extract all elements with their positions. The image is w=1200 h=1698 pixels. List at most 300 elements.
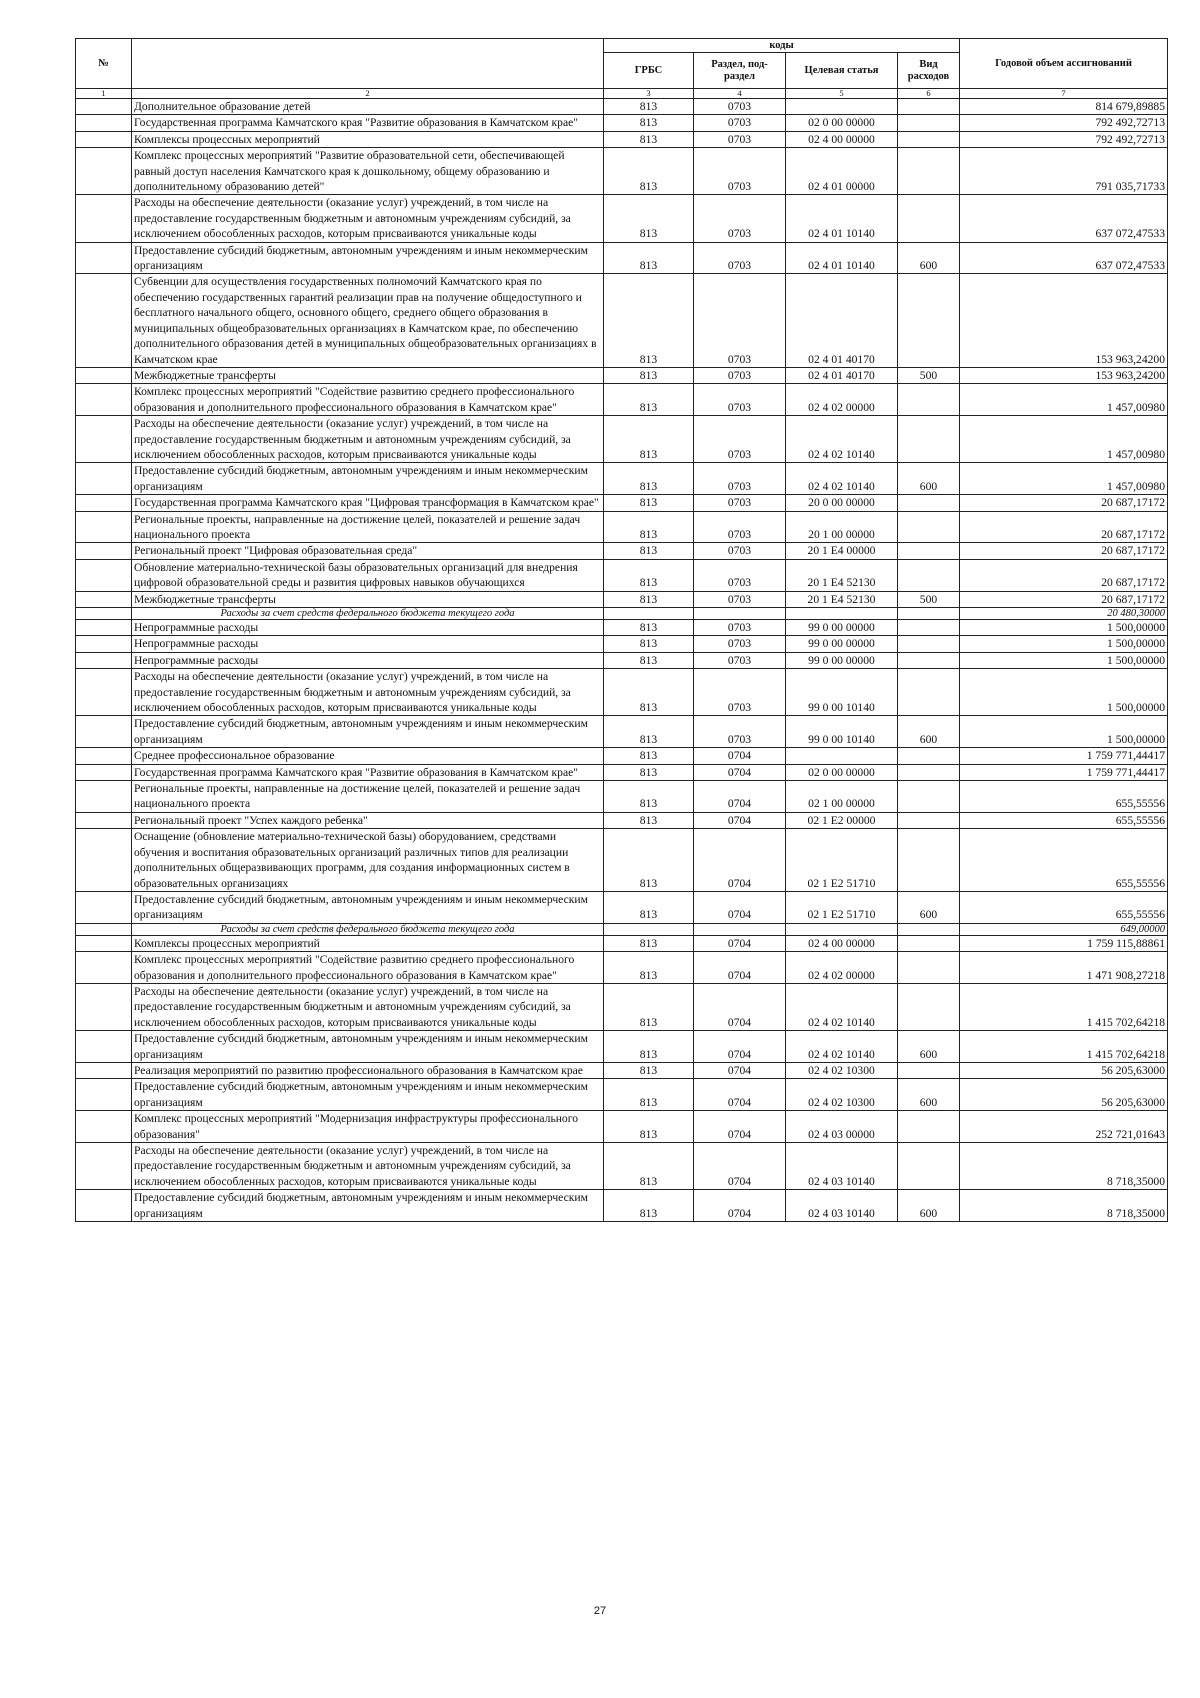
table-row [76, 131, 1168, 147]
cell-number [76, 781, 132, 813]
table-row [76, 636, 1168, 652]
cell-vr [898, 781, 960, 813]
table-row [76, 891, 1168, 923]
cell-rz: 0704 [694, 1190, 786, 1222]
cell-cs: 02 4 02 00000 [786, 952, 898, 984]
cell-cs [786, 608, 898, 620]
cell-cs [786, 99, 898, 115]
cell-sum: 655,55556 [960, 781, 1168, 813]
cell-cs: 20 1 00 00000 [786, 511, 898, 543]
cell-grbs: 813 [604, 384, 694, 416]
cell-cs: 02 4 02 10140 [786, 983, 898, 1030]
cell-sum: 1 759 115,88861 [960, 935, 1168, 951]
cell-name: Комплекс процессных мероприятий "Содействие развитию среднего профессионального образования и дополнительного профессионального образования в Камчатском крае" [132, 952, 604, 984]
table-row [76, 115, 1168, 131]
cell-vr [898, 923, 960, 935]
cell-vr [898, 1143, 960, 1190]
cell-name: Непрограммные расходы [132, 620, 604, 636]
cell-cs: 02 4 01 10140 [786, 242, 898, 274]
cell-vr [898, 511, 960, 543]
cell-grbs: 813 [604, 1031, 694, 1063]
cell-cs: 02 4 02 00000 [786, 384, 898, 416]
cell-rz: 0703 [694, 148, 786, 195]
table-row [76, 463, 1168, 495]
cell-rz: 0704 [694, 952, 786, 984]
cell-number [76, 115, 132, 131]
cell-name: Комплекс процессных мероприятий "Развитие образовательной сети, обеспечивающей равный доступ населения Камчатского края к дошкольному, общему образованию и дополнительному образованию детей" [132, 148, 604, 195]
cell-sum: 56 205,63000 [960, 1062, 1168, 1078]
table-row [76, 1111, 1168, 1143]
cell-grbs: 813 [604, 829, 694, 892]
cell-grbs: 813 [604, 983, 694, 1030]
cell-number [76, 716, 132, 748]
cell-grbs: 813 [604, 1062, 694, 1078]
cell-vr [898, 1062, 960, 1078]
cell-cs: 02 4 03 00000 [786, 1111, 898, 1143]
cell-cs: 02 0 00 00000 [786, 115, 898, 131]
cell-grbs: 813 [604, 274, 694, 367]
cell-sum: 8 718,35000 [960, 1190, 1168, 1222]
cell-vr [898, 652, 960, 668]
cell-grbs: 813 [604, 812, 694, 828]
table-row [76, 952, 1168, 984]
cell-sum: 20 687,17172 [960, 559, 1168, 591]
page-number: 27 [593, 1605, 607, 1617]
cell-number [76, 1111, 132, 1143]
cell-grbs: 813 [604, 559, 694, 591]
cell-number [76, 1190, 132, 1222]
cell-number [76, 543, 132, 559]
cell-sum: 1 457,00980 [960, 463, 1168, 495]
cell-name: Предоставление субсидий бюджетным, автономным учреждениям и иным некоммерческим организациям [132, 1190, 604, 1222]
cell-vr [898, 115, 960, 131]
table-row [76, 384, 1168, 416]
header-expense-type: Вид расходов [898, 53, 960, 89]
cell-number [76, 131, 132, 147]
cell-grbs: 813 [604, 1079, 694, 1111]
cell-grbs: 813 [604, 591, 694, 607]
cell-rz: 0703 [694, 636, 786, 652]
cell-rz: 0704 [694, 748, 786, 764]
cell-number [76, 148, 132, 195]
cell-grbs: 813 [604, 367, 694, 383]
cell-number [76, 559, 132, 591]
table-row [76, 274, 1168, 367]
cell-number [76, 591, 132, 607]
table-row [76, 367, 1168, 383]
cell-number [76, 274, 132, 367]
cell-name: Непрограммные расходы [132, 636, 604, 652]
cell-vr [898, 131, 960, 147]
cell-name: Предоставление субсидий бюджетным, автономным учреждениям и иным некоммерческим организациям [132, 242, 604, 274]
col-num: 4 [694, 89, 786, 99]
cell-rz: 0703 [694, 669, 786, 716]
cell-number [76, 620, 132, 636]
table-row [76, 620, 1168, 636]
col-num: 6 [898, 89, 960, 99]
cell-name: Комплексы процессных мероприятий [132, 131, 604, 147]
cell-rz: 0704 [694, 1031, 786, 1063]
cell-vr [898, 495, 960, 511]
cell-sum: 637 072,47533 [960, 242, 1168, 274]
cell-number [76, 367, 132, 383]
col-num: 1 [76, 89, 132, 99]
cell-rz: 0703 [694, 367, 786, 383]
table-row [76, 511, 1168, 543]
cell-vr [898, 620, 960, 636]
cell-sum: 655,55556 [960, 812, 1168, 828]
cell-name: Обновление материально-технической базы образовательных организаций для внедрения цифровой образовательной среды и развития цифровых навыков обучающихся [132, 559, 604, 591]
cell-number [76, 748, 132, 764]
cell-cs: 02 1 E2 51710 [786, 891, 898, 923]
table-row [76, 829, 1168, 892]
cell-name: Региональный проект "Успех каждого ребенка" [132, 812, 604, 828]
header-codes: коды [604, 39, 960, 53]
cell-vr [898, 416, 960, 463]
cell-cs: 02 4 02 10140 [786, 463, 898, 495]
cell-grbs: 813 [604, 463, 694, 495]
cell-sum: 20 687,17172 [960, 511, 1168, 543]
cell-cs: 20 1 E4 52130 [786, 559, 898, 591]
cell-grbs [604, 608, 694, 620]
cell-grbs: 813 [604, 242, 694, 274]
cell-rz: 0704 [694, 781, 786, 813]
cell-cs: 99 0 00 00000 [786, 652, 898, 668]
cell-number [76, 242, 132, 274]
cell-rz: 0704 [694, 1079, 786, 1111]
cell-sum: 20 480,30000 [960, 608, 1168, 620]
cell-cs: 02 4 02 10300 [786, 1062, 898, 1078]
table-row [76, 148, 1168, 195]
cell-cs: 99 0 00 10140 [786, 669, 898, 716]
cell-name: Непрограммные расходы [132, 652, 604, 668]
cell-name: Предоставление субсидий бюджетным, автономным учреждениям и иным некоммерческим организациям [132, 891, 604, 923]
cell-cs: 02 4 01 40170 [786, 274, 898, 367]
table-row [76, 652, 1168, 668]
cell-cs: 02 4 02 10300 [786, 1079, 898, 1111]
cell-vr [898, 1111, 960, 1143]
cell-vr: 600 [898, 1079, 960, 1111]
table-row [76, 559, 1168, 591]
cell-rz: 0703 [694, 511, 786, 543]
col-num: 7 [960, 89, 1168, 99]
table-row [76, 1143, 1168, 1190]
cell-name: Реализация мероприятий по развитию профессионального образования в Камчатском крае [132, 1062, 604, 1078]
table-row [76, 935, 1168, 951]
cell-rz: 0703 [694, 559, 786, 591]
cell-sum: 1 500,00000 [960, 652, 1168, 668]
cell-rz: 0703 [694, 652, 786, 668]
cell-sum: 20 687,17172 [960, 543, 1168, 559]
cell-number [76, 829, 132, 892]
cell-grbs: 813 [604, 764, 694, 780]
cell-name: Расходы на обеспечение деятельности (оказание услуг) учреждений, в том числе на предоставление государственным бюджетным и автономным учреждениям субсидий, за исключением обособленных расходов, которым присваиваются уникальные коды [132, 195, 604, 242]
cell-vr: 600 [898, 463, 960, 495]
cell-rz: 0703 [694, 242, 786, 274]
cell-grbs: 813 [604, 1190, 694, 1222]
cell-sum: 20 687,17172 [960, 495, 1168, 511]
table-row [76, 1079, 1168, 1111]
cell-grbs: 813 [604, 716, 694, 748]
cell-rz: 0703 [694, 131, 786, 147]
cell-rz: 0703 [694, 384, 786, 416]
cell-vr: 500 [898, 591, 960, 607]
cell-number [76, 652, 132, 668]
cell-grbs: 813 [604, 1111, 694, 1143]
cell-rz: 0703 [694, 620, 786, 636]
cell-cs: 02 4 00 00000 [786, 131, 898, 147]
cell-number [76, 416, 132, 463]
cell-vr [898, 99, 960, 115]
cell-grbs: 813 [604, 891, 694, 923]
cell-rz: 0703 [694, 195, 786, 242]
cell-grbs: 813 [604, 652, 694, 668]
cell-number [76, 99, 132, 115]
cell-grbs: 813 [604, 620, 694, 636]
cell-name: Комплексы процессных мероприятий [132, 935, 604, 951]
cell-vr [898, 952, 960, 984]
cell-number [76, 1062, 132, 1078]
cell-sum: 1 500,00000 [960, 669, 1168, 716]
cell-cs: 02 0 00 00000 [786, 764, 898, 780]
header-number: № [76, 39, 132, 89]
cell-grbs: 813 [604, 195, 694, 242]
table-row [76, 1062, 1168, 1078]
table-row [76, 781, 1168, 813]
cell-vr [898, 748, 960, 764]
cell-cs: 02 4 03 10140 [786, 1143, 898, 1190]
cell-cs: 99 0 00 00000 [786, 636, 898, 652]
cell-name: Межбюджетные трансферты [132, 367, 604, 383]
cell-number [76, 923, 132, 935]
table-row [76, 1190, 1168, 1222]
cell-vr [898, 384, 960, 416]
cell-grbs: 813 [604, 115, 694, 131]
table-row [76, 716, 1168, 748]
cell-sum: 20 687,17172 [960, 591, 1168, 607]
cell-rz: 0704 [694, 1111, 786, 1143]
cell-grbs: 813 [604, 669, 694, 716]
header-name [132, 39, 604, 89]
cell-cs: 02 4 01 00000 [786, 148, 898, 195]
cell-grbs: 813 [604, 748, 694, 764]
cell-cs: 20 1 E4 52130 [786, 591, 898, 607]
cell-vr: 500 [898, 367, 960, 383]
cell-number [76, 669, 132, 716]
cell-grbs: 813 [604, 131, 694, 147]
cell-name: Предоставление субсидий бюджетным, автономным учреждениям и иным некоммерческим организациям [132, 463, 604, 495]
cell-grbs: 813 [604, 148, 694, 195]
cell-grbs: 813 [604, 543, 694, 559]
cell-vr [898, 195, 960, 242]
cell-name: Расходы на обеспечение деятельности (оказание услуг) учреждений, в том числе на предоставление государственным бюджетным и автономным учреждениям субсидий, за исключением обособленных расходов, которым присваиваются уникальные коды [132, 669, 604, 716]
cell-cs [786, 923, 898, 935]
cell-grbs: 813 [604, 781, 694, 813]
budget-sheet [75, 38, 1167, 1222]
cell-rz: 0703 [694, 463, 786, 495]
cell-name: Региональные проекты, направленные на достижение целей, показателей и решение задач национального проекта [132, 781, 604, 813]
cell-name: Дополнительное образование детей [132, 99, 604, 115]
col-num: 3 [604, 89, 694, 99]
cell-grbs: 813 [604, 952, 694, 984]
cell-rz: 0703 [694, 274, 786, 367]
cell-vr [898, 812, 960, 828]
table-row [76, 195, 1168, 242]
cell-sum: 1 500,00000 [960, 620, 1168, 636]
cell-vr: 600 [898, 1190, 960, 1222]
cell-name: Оснащение (обновление материально-технической базы) оборудованием, средствами обучения и воспитания образовательных организаций различных типов для реализации дополнительных общеразвивающих программ, для создания информационных систем в образовательных организациях [132, 829, 604, 892]
col-num: 5 [786, 89, 898, 99]
cell-grbs: 813 [604, 1143, 694, 1190]
cell-number [76, 1143, 132, 1190]
table-row [76, 812, 1168, 828]
cell-grbs [604, 923, 694, 935]
cell-vr [898, 935, 960, 951]
cell-name: Государственная программа Камчатского края "Цифровая трансформация в Камчатском крае" [132, 495, 604, 511]
cell-rz: 0703 [694, 716, 786, 748]
table-row [76, 764, 1168, 780]
cell-number [76, 608, 132, 620]
cell-sum: 56 205,63000 [960, 1079, 1168, 1111]
cell-cs: 99 0 00 10140 [786, 716, 898, 748]
header-razdel: Раздел, под-раздел [694, 53, 786, 89]
cell-rz: 0704 [694, 935, 786, 951]
cell-name: Субвенции для осуществления государственных полномочий Камчатского края по обеспечению государственных гарантий реализации прав на получение общедоступного и бесплатного начального общего, основного общего, среднего общего образования в муниципальных общеобразовательных организациях в Камчатском крае, по обеспечению дополнительного образования детей в муниципальных общеобразовательных организациях в Камчатском крае [132, 274, 604, 367]
cell-sum: 1 471 908,27218 [960, 952, 1168, 984]
cell-vr [898, 274, 960, 367]
table-row [76, 591, 1168, 607]
header-grbs: ГРБС [604, 53, 694, 89]
cell-name: Межбюджетные трансферты [132, 591, 604, 607]
cell-rz: 0703 [694, 495, 786, 511]
cell-vr: 600 [898, 242, 960, 274]
cell-vr [898, 559, 960, 591]
cell-name: Предоставление субсидий бюджетным, автономным учреждениям и иным некоммерческим организациям [132, 1079, 604, 1111]
table-row [76, 543, 1168, 559]
cell-cs: 02 4 01 10140 [786, 195, 898, 242]
cell-sum: 791 035,71733 [960, 148, 1168, 195]
cell-vr [898, 543, 960, 559]
cell-cs: 02 4 00 00000 [786, 935, 898, 951]
cell-cs: 20 0 00 00000 [786, 495, 898, 511]
cell-rz: 0704 [694, 1062, 786, 1078]
cell-sum: 655,55556 [960, 891, 1168, 923]
header-sum: Годовой объем ассигнований [960, 39, 1168, 89]
cell-cs: 02 4 03 10140 [786, 1190, 898, 1222]
col-num: 2 [132, 89, 604, 99]
cell-number [76, 983, 132, 1030]
cell-rz: 0703 [694, 115, 786, 131]
table-row [76, 748, 1168, 764]
cell-sum: 1 500,00000 [960, 716, 1168, 748]
cell-cs: 99 0 00 00000 [786, 620, 898, 636]
cell-number [76, 384, 132, 416]
cell-vr: 600 [898, 1031, 960, 1063]
cell-number [76, 764, 132, 780]
cell-number [76, 463, 132, 495]
appropriations-table [75, 38, 1168, 1222]
cell-vr [898, 983, 960, 1030]
cell-number [76, 812, 132, 828]
cell-sum: 153 963,24200 [960, 274, 1168, 367]
cell-rz [694, 608, 786, 620]
cell-rz: 0704 [694, 983, 786, 1030]
cell-rz: 0704 [694, 1143, 786, 1190]
cell-sum: 1 415 702,64218 [960, 1031, 1168, 1063]
cell-sum: 252 721,01643 [960, 1111, 1168, 1143]
cell-sum: 1 415 702,64218 [960, 983, 1168, 1030]
cell-rz: 0703 [694, 416, 786, 463]
cell-vr [898, 148, 960, 195]
cell-cs: 02 4 02 10140 [786, 416, 898, 463]
cell-vr [898, 669, 960, 716]
cell-number [76, 1031, 132, 1063]
cell-grbs: 813 [604, 495, 694, 511]
cell-name: Государственная программа Камчатского края "Развитие образования в Камчатском крае" [132, 764, 604, 780]
cell-number [76, 891, 132, 923]
cell-cs: 02 4 02 10140 [786, 1031, 898, 1063]
table-row [76, 669, 1168, 716]
cell-name: Расходы за счет средств федерального бюджета текущего года [132, 923, 604, 935]
cell-rz: 0704 [694, 812, 786, 828]
cell-cs: 02 1 E2 00000 [786, 812, 898, 828]
cell-sum: 649,00000 [960, 923, 1168, 935]
cell-name: Среднее профессиональное образование [132, 748, 604, 764]
federal-budget-row [76, 923, 1168, 935]
table-row [76, 416, 1168, 463]
cell-sum: 1 759 771,44417 [960, 764, 1168, 780]
cell-name: Региональный проект "Цифровая образовательная среда" [132, 543, 604, 559]
cell-name: Региональные проекты, направленные на достижение целей, показателей и решение задач национального проекта [132, 511, 604, 543]
cell-number [76, 952, 132, 984]
cell-name: Предоставление субсидий бюджетным, автономным учреждениям и иным некоммерческим организациям [132, 1031, 604, 1063]
cell-vr: 600 [898, 891, 960, 923]
cell-rz: 0703 [694, 99, 786, 115]
table-row [76, 1031, 1168, 1063]
cell-sum: 792 492,72713 [960, 115, 1168, 131]
cell-number [76, 195, 132, 242]
cell-grbs: 813 [604, 416, 694, 463]
cell-rz: 0704 [694, 891, 786, 923]
cell-sum: 153 963,24200 [960, 367, 1168, 383]
cell-cs: 20 1 E4 00000 [786, 543, 898, 559]
table-row [76, 983, 1168, 1030]
cell-name: Комплекс процессных мероприятий "Содействие развитию среднего профессионального образования и дополнительного профессионального образования в Камчатском крае" [132, 384, 604, 416]
cell-vr [898, 636, 960, 652]
cell-name: Комплекс процессных мероприятий "Модернизация инфраструктуры профессионального образования" [132, 1111, 604, 1143]
cell-sum: 8 718,35000 [960, 1143, 1168, 1190]
cell-number [76, 511, 132, 543]
cell-rz: 0704 [694, 829, 786, 892]
cell-rz: 0703 [694, 543, 786, 559]
cell-grbs: 813 [604, 99, 694, 115]
cell-rz [694, 923, 786, 935]
table-row [76, 242, 1168, 274]
cell-rz: 0703 [694, 591, 786, 607]
cell-sum: 655,55556 [960, 829, 1168, 892]
cell-cs [786, 748, 898, 764]
cell-number [76, 495, 132, 511]
cell-name: Расходы на обеспечение деятельности (оказание услуг) учреждений, в том числе на предоставление государственным бюджетным и автономным учреждениям субсидий, за исключением обособленных расходов, которым присваиваются уникальные коды [132, 1143, 604, 1190]
cell-sum: 1 500,00000 [960, 636, 1168, 652]
cell-sum: 814 679,89885 [960, 99, 1168, 115]
cell-number [76, 935, 132, 951]
cell-rz: 0704 [694, 764, 786, 780]
cell-name: Предоставление субсидий бюджетным, автономным учреждениям и иным некоммерческим организациям [132, 716, 604, 748]
header-target-article: Целевая статья [786, 53, 898, 89]
cell-number [76, 636, 132, 652]
cell-cs: 02 1 00 00000 [786, 781, 898, 813]
